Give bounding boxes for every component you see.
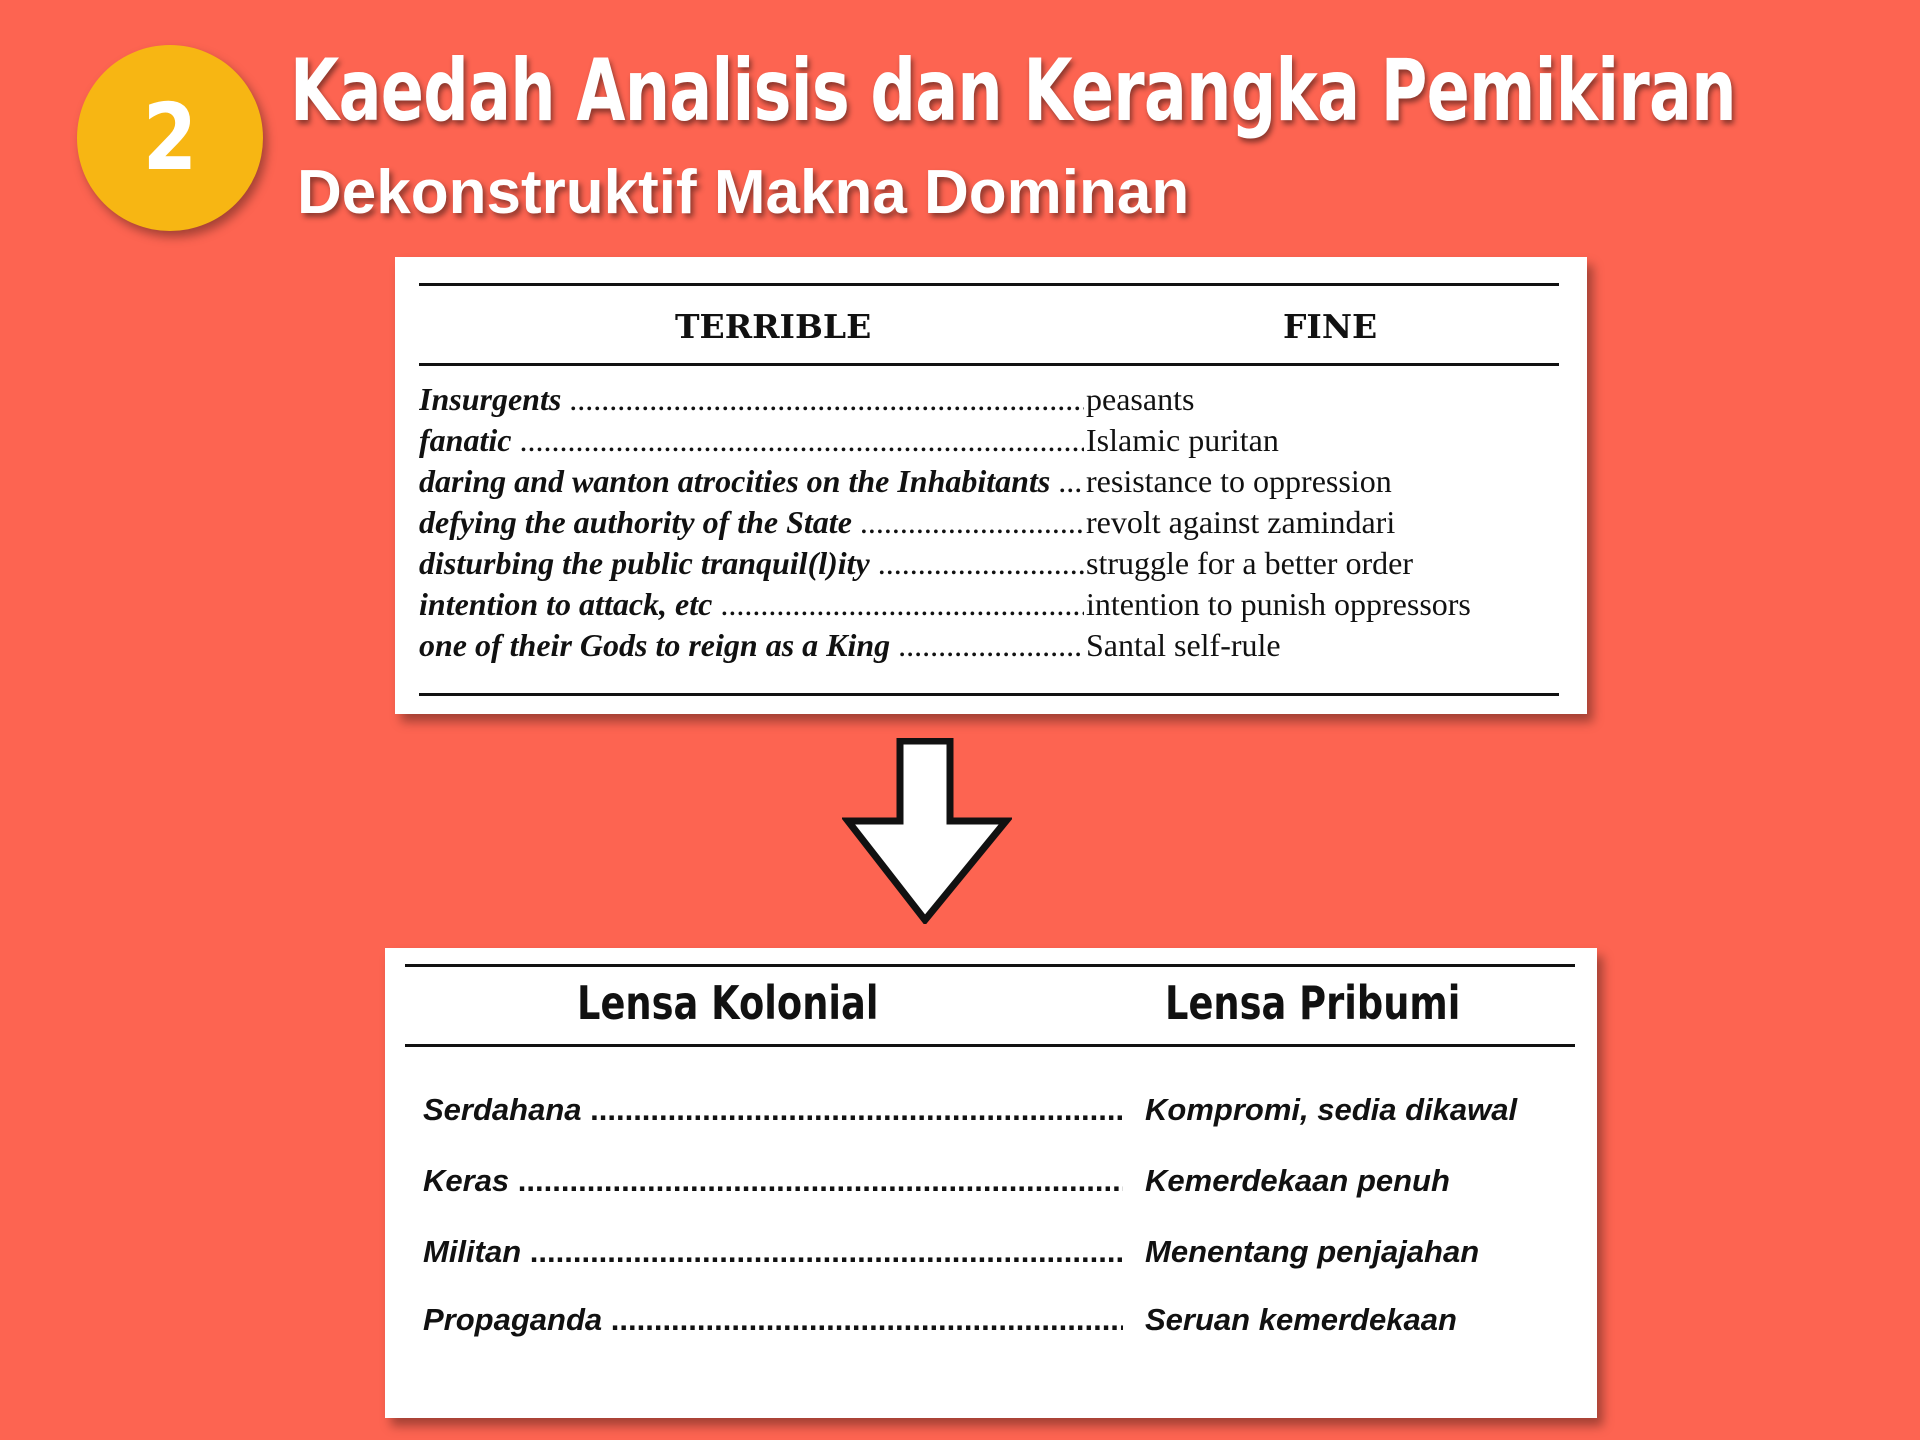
section-number: 2 — [142, 84, 198, 191]
table-row — [419, 504, 1569, 545]
section-number-badge — [77, 45, 263, 231]
terrible-term: intention to attack, etc ..... — [419, 586, 1084, 623]
table-rule — [419, 693, 1559, 696]
terrible-term: one of their Gods to reign as a King ..... — [419, 627, 1084, 664]
table-row — [419, 627, 1569, 668]
table-row — [423, 1092, 1583, 1128]
page-subtitle: Dekonstruktif Makna Dominan — [297, 158, 1190, 227]
table-rule — [419, 363, 1559, 366]
table-row — [419, 381, 1569, 422]
column-header-kolonial: Lensa Kolonial — [577, 976, 879, 1030]
terrible-term: disturbing the public tranquil(l)ity ..... — [419, 545, 1084, 582]
terrible-term: daring and wanton atrocities on the Inhabitants ..... — [419, 463, 1084, 500]
fine-term: resistance to oppression — [1086, 463, 1392, 499]
table-rule — [405, 1044, 1575, 1047]
lensa-table — [385, 948, 1597, 1418]
page-title: Kaedah Analisis dan Kerangka Pemikiran — [290, 41, 1736, 141]
pribumi-term: Menentang penjajahan — [1145, 1234, 1480, 1269]
fine-term: intention to punish oppressors — [1086, 586, 1471, 622]
fine-term: peasants — [1086, 381, 1195, 417]
column-header-pribumi: Lensa Pribumi — [1165, 976, 1461, 1030]
table-row — [419, 545, 1569, 586]
terrible-term: fanatic ..... — [419, 422, 1084, 459]
kolonial-term: Keras ..... — [423, 1163, 1123, 1199]
kolonial-term: Serdahana ..... — [423, 1092, 1123, 1128]
terrible-term: defying the authority of the State ..... — [419, 504, 1084, 541]
table-row — [419, 463, 1569, 504]
kolonial-term: Propaganda ..... — [423, 1302, 1123, 1338]
table-body — [419, 381, 1569, 668]
table-rule — [405, 964, 1575, 967]
terrible-term: Insurgents ..... — [419, 381, 1084, 418]
table-row — [423, 1302, 1583, 1338]
pribumi-term: Kemerdekaan penuh — [1145, 1163, 1450, 1198]
fine-term: revolt against zamindari — [1086, 504, 1396, 540]
table-row — [419, 422, 1569, 463]
down-arrow-icon — [842, 738, 1012, 929]
table-row — [423, 1234, 1583, 1270]
fine-term: Santal self-rule — [1086, 627, 1281, 663]
kolonial-term: Militan ..... — [423, 1234, 1123, 1270]
pribumi-term: Kompromi, sedia dikawal — [1145, 1092, 1518, 1127]
fine-term: struggle for a better order — [1086, 545, 1413, 581]
table-rule — [419, 283, 1559, 286]
terrible-fine-table — [395, 257, 1587, 714]
fine-term: Islamic puritan — [1086, 422, 1279, 458]
table-row — [419, 586, 1569, 627]
column-header-terrible: TERRIBLE — [675, 307, 872, 346]
table-row — [423, 1163, 1583, 1199]
pribumi-term: Seruan kemerdekaan — [1145, 1302, 1457, 1337]
column-header-fine: FINE — [1283, 307, 1378, 346]
